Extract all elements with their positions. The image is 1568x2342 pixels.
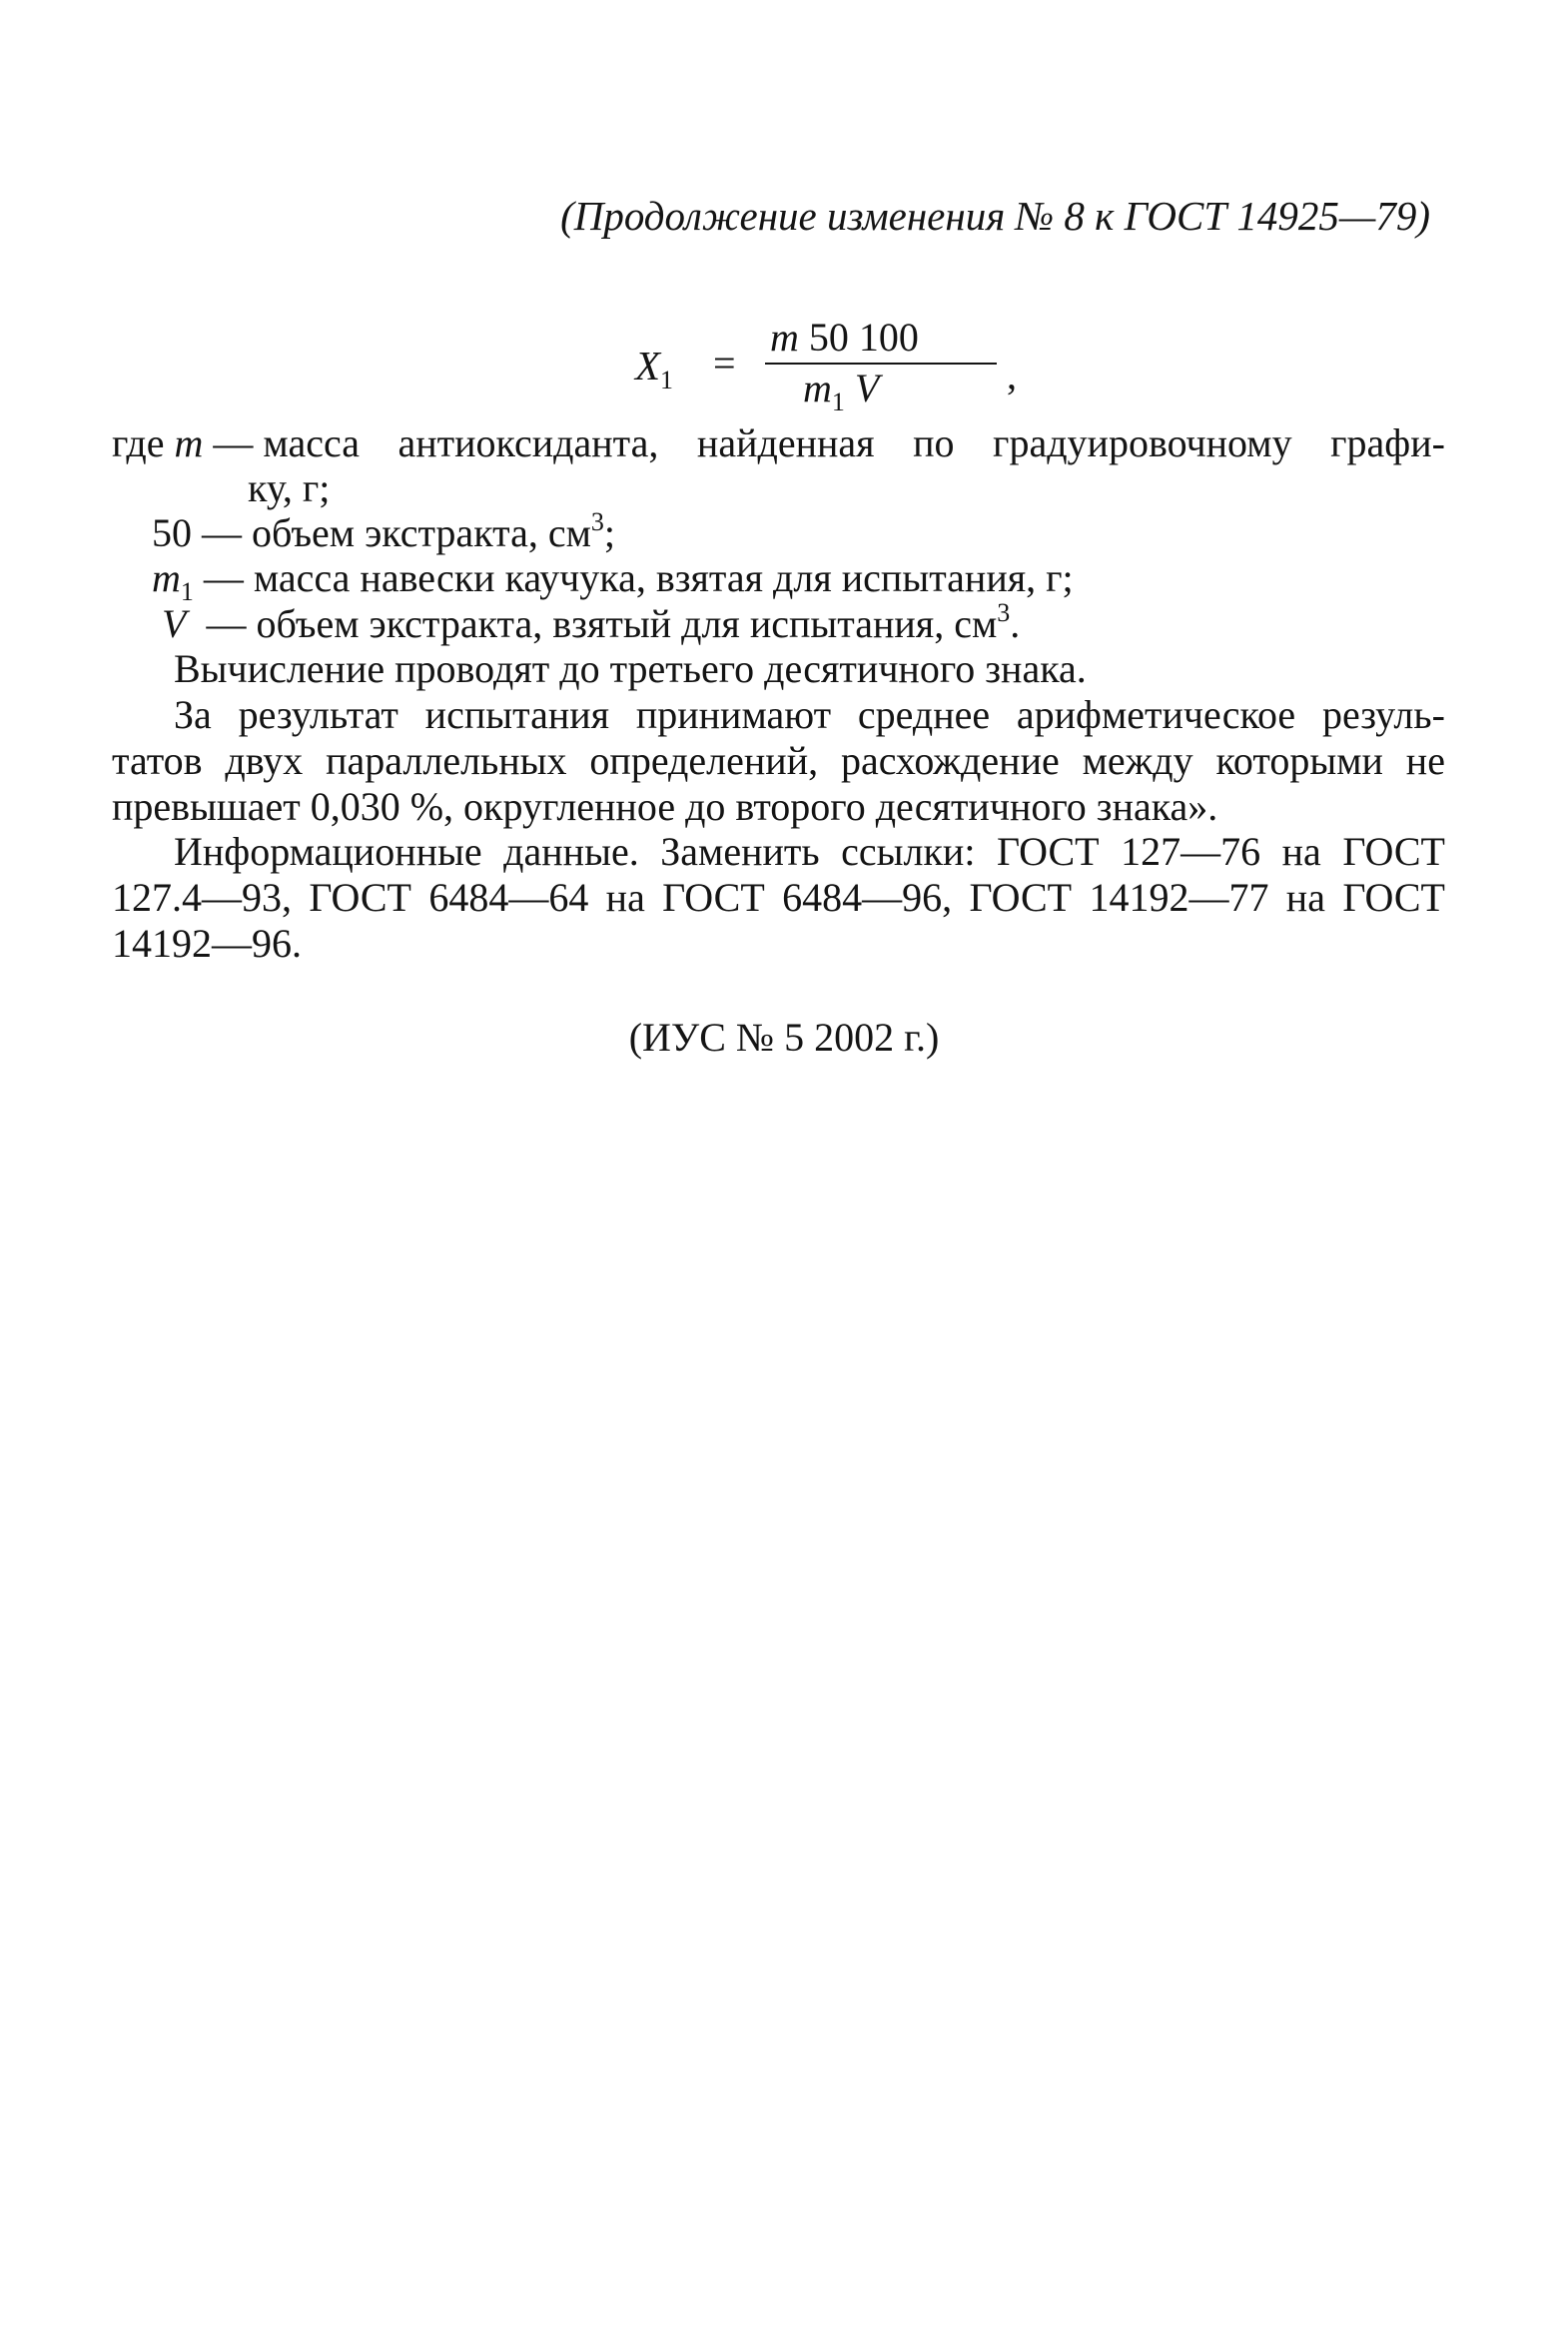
legend-word: антиоксиданта, <box>397 420 659 465</box>
info-paragraph-line1 <box>174 828 1445 876</box>
word: среднее <box>857 692 991 737</box>
legend-line-v: V — объем экстракта, взятый для испытания, $см^3$. <box>162 598 1021 646</box>
formula-comma: , <box>1007 353 1017 397</box>
legend-word: градуировочному <box>993 420 1292 465</box>
result-paragraph-line1 <box>174 691 1445 739</box>
legend-word: графи- <box>1330 420 1445 465</box>
word: резуль- <box>1321 692 1445 737</box>
legend-word: найденная <box>696 420 875 465</box>
word: За <box>174 692 212 737</box>
word: ГОСТ <box>1342 875 1445 920</box>
word: ГОСТ <box>309 875 411 920</box>
legend-prefix: где <box>112 420 165 465</box>
legend-word: — масса <box>213 420 360 465</box>
word: принимают <box>635 692 832 737</box>
word: испытания <box>424 692 610 737</box>
formula-denominator: $m_1$ V <box>803 366 880 416</box>
formula-numerator: m 50 100 <box>770 315 919 360</box>
formula-lhs: $X_1$ <box>635 343 674 394</box>
result-paragraph-line3: превышает 0,030 %, округленное до второго десятичного знака». <box>112 784 1218 829</box>
word: между <box>1082 738 1193 783</box>
word: арифметическое <box>1016 692 1296 737</box>
legend-line-m-cont: ку, г; <box>248 465 331 510</box>
word: татов <box>112 738 203 783</box>
word: параллельных <box>326 738 567 783</box>
word: ГОСТ <box>996 829 1100 874</box>
legend-symbol-m: m <box>174 420 204 465</box>
word: расхождение <box>840 738 1060 783</box>
word: определений, <box>589 738 819 783</box>
formula-equals: = <box>713 341 736 386</box>
result-paragraph-line2 <box>112 737 1445 785</box>
word: 6484—96, <box>782 875 953 920</box>
word: Заменить <box>660 829 820 874</box>
word: ГОСТ <box>969 875 1073 920</box>
word: результат <box>238 692 398 737</box>
ius-footer: (ИУС № 5 2002 г.) <box>628 1015 940 1060</box>
info-paragraph-line2 <box>112 874 1445 922</box>
word: данные. <box>503 829 639 874</box>
word: 6484—64 <box>428 875 589 920</box>
legend-line-m1: $m_1$ — масса навески каучука, взятая для испытания, г; <box>152 555 1074 606</box>
calc-paragraph: Вычисление проводят до третьего десятичного знака. <box>174 646 1087 691</box>
continuation-header: (Продолжение изменения № 8 к ГОСТ 14925—79) <box>560 193 1430 239</box>
word: на <box>605 875 645 920</box>
word: ГОСТ <box>1342 829 1445 874</box>
word: Информационные <box>174 829 482 874</box>
word: ГОСТ <box>662 875 765 920</box>
word: на <box>1285 875 1325 920</box>
word: ссылки: <box>841 829 976 874</box>
word: не <box>1405 738 1445 783</box>
legend-line-50: 50 — объем экстракта, $см^3$; <box>152 507 616 555</box>
word: на <box>1281 829 1321 874</box>
legend-line-m <box>112 419 1445 467</box>
word: которыми <box>1215 738 1383 783</box>
fraction-bar <box>765 363 997 365</box>
legend-word: по <box>913 420 955 465</box>
formula <box>635 315 1017 431</box>
word: 14192—77 <box>1089 875 1269 920</box>
word: 127—76 <box>1121 829 1261 874</box>
info-paragraph-line3: 14192—96. <box>112 921 302 966</box>
word: 127.4—93, <box>112 875 292 920</box>
word: двух <box>225 738 304 783</box>
